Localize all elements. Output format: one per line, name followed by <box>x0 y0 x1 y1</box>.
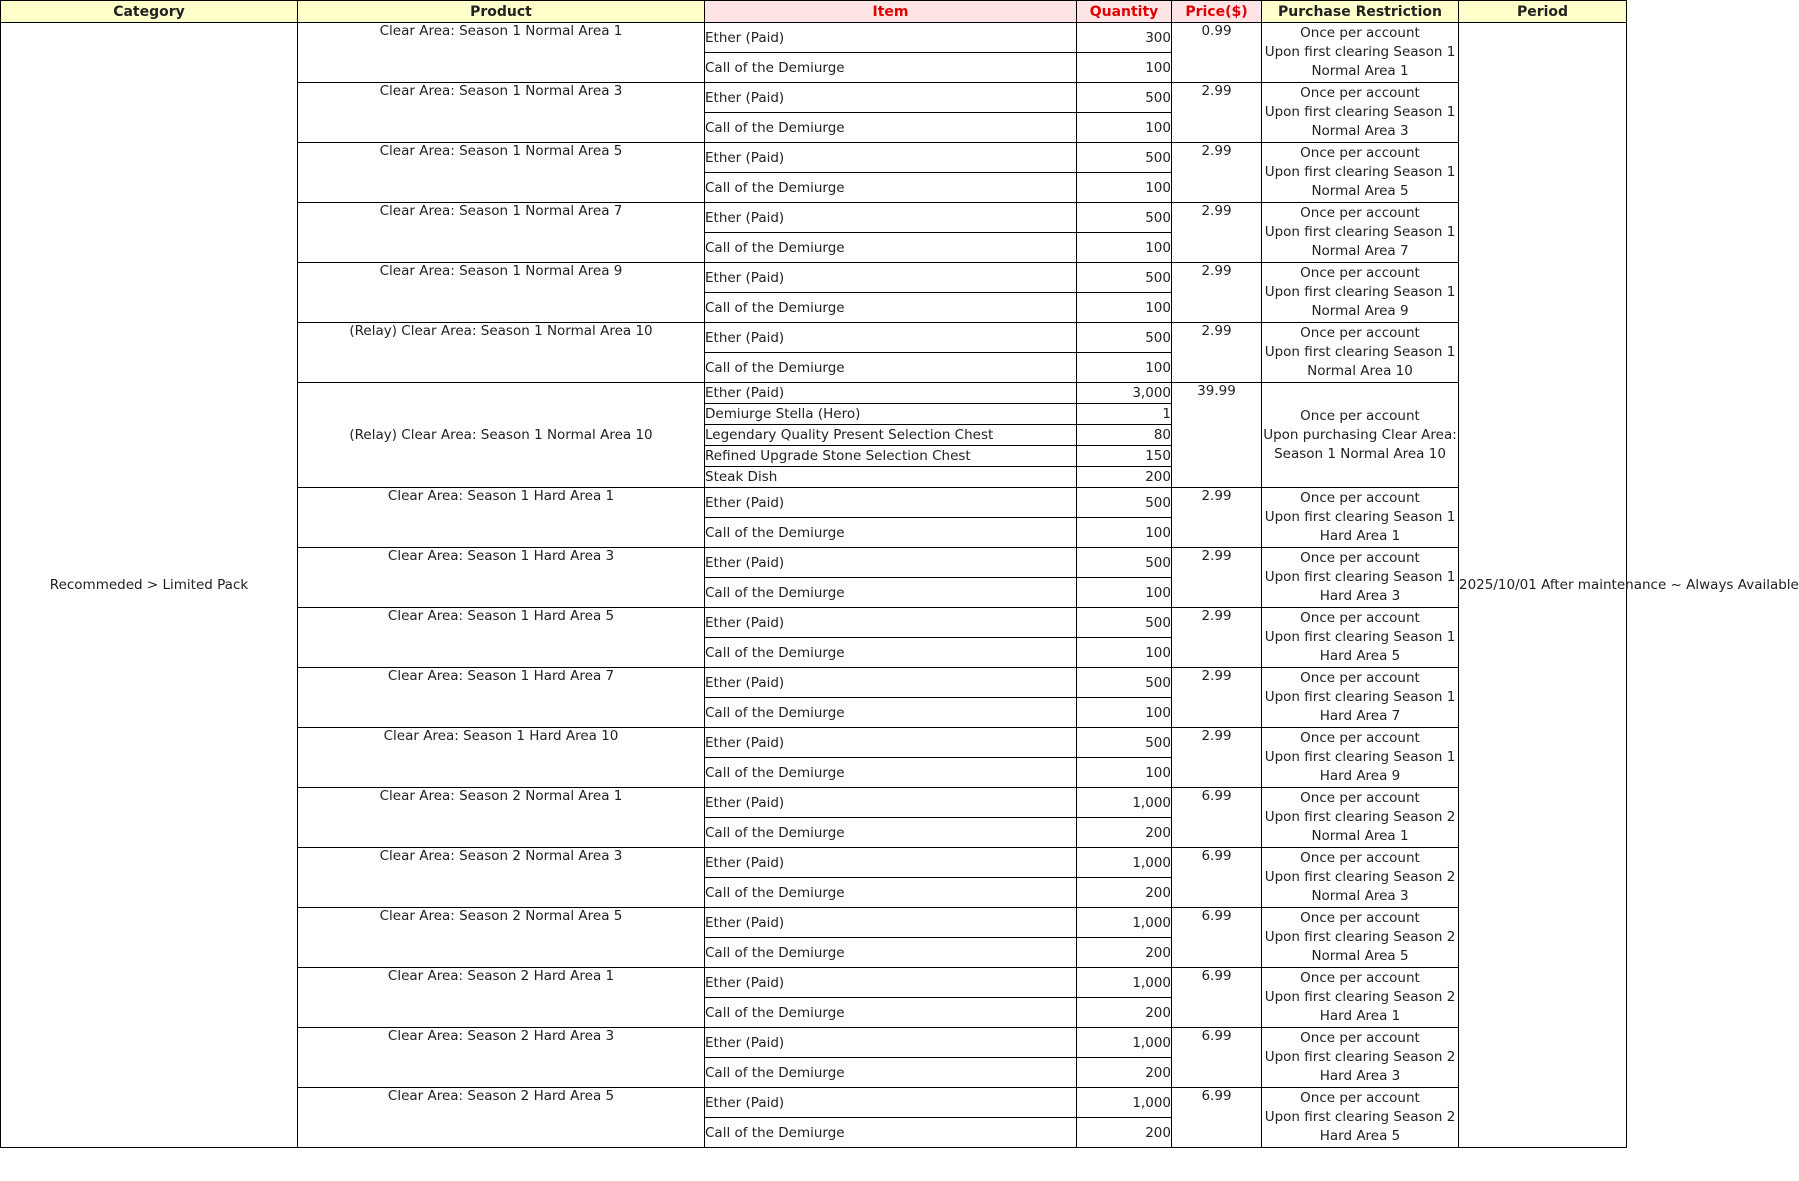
purchase-restriction-line: Hard Area 5 <box>1319 1128 1401 1144</box>
purchase-restriction-line: Upon first clearing Season 1 <box>1264 284 1456 300</box>
item-name-cell: Ether (Paid) <box>705 383 1077 404</box>
purchase-restriction-line: Once per account <box>1300 490 1420 506</box>
item-name-cell: Call of the Demiurge <box>705 1118 1077 1148</box>
purchase-restriction-line: Upon first clearing Season 1 <box>1264 224 1456 240</box>
purchase-restriction-cell <box>1262 1088 1459 1148</box>
item-name-cell: Call of the Demiurge <box>705 173 1077 203</box>
product-name-cell: Clear Area: Season 1 Hard Area 5 <box>298 608 705 668</box>
quantity-cell: 300 <box>1077 23 1172 53</box>
purchase-restriction-line: Normal Area 5 <box>1311 183 1409 199</box>
purchase-restriction-line: Once per account <box>1300 670 1420 686</box>
purchase-restriction-cell <box>1262 968 1459 1028</box>
quantity-cell: 100 <box>1077 353 1172 383</box>
product-name-cell: (Relay) Clear Area: Season 1 Normal Area 10 <box>298 323 705 383</box>
price-cell: 2.99 <box>1172 203 1262 263</box>
purchase-restriction-line: Upon first clearing Season 1 <box>1264 509 1456 525</box>
item-name-cell: Ether (Paid) <box>705 728 1077 758</box>
item-name-cell: Steak Dish <box>705 467 1077 488</box>
price-cell: 0.99 <box>1172 23 1262 83</box>
price-cell: 2.99 <box>1172 608 1262 668</box>
purchase-restriction-cell <box>1262 263 1459 323</box>
product-name-cell: Clear Area: Season 1 Normal Area 9 <box>298 263 705 323</box>
price-cell: 6.99 <box>1172 968 1262 1028</box>
purchase-restriction-line: Upon first clearing Season 2 <box>1264 1049 1456 1065</box>
purchase-restriction-cell <box>1262 203 1459 263</box>
purchase-restriction-line: Once per account <box>1300 325 1420 341</box>
purchase-restriction-cell <box>1262 83 1459 143</box>
quantity-cell: 100 <box>1077 758 1172 788</box>
purchase-restriction-line: Once per account <box>1300 910 1420 926</box>
purchase-restriction-line: Upon first clearing Season 1 <box>1264 164 1456 180</box>
purchase-restriction-cell <box>1262 1028 1459 1088</box>
product-name-cell: Clear Area: Season 2 Normal Area 5 <box>298 908 705 968</box>
purchase-restriction-line: Hard Area 1 <box>1319 528 1401 544</box>
item-name-cell: Ether (Paid) <box>705 323 1077 353</box>
purchase-restriction-line: Hard Area 3 <box>1319 588 1401 604</box>
table-row <box>1 23 1627 53</box>
price-cell: 2.99 <box>1172 263 1262 323</box>
purchase-restriction-cell <box>1262 848 1459 908</box>
quantity-cell: 1 <box>1077 404 1172 425</box>
purchase-restriction-line: Normal Area 1 <box>1311 828 1409 844</box>
item-name-cell: Call of the Demiurge <box>705 998 1077 1028</box>
purchase-restriction-line: Upon first clearing Season 1 <box>1264 104 1456 120</box>
purchase-restriction-cell <box>1262 548 1459 608</box>
item-name-cell: Ether (Paid) <box>705 788 1077 818</box>
purchase-restriction-line: Once per account <box>1300 145 1420 161</box>
price-cell: 2.99 <box>1172 143 1262 203</box>
price-cell: 2.99 <box>1172 548 1262 608</box>
item-name-cell: Ether (Paid) <box>705 848 1077 878</box>
product-name-cell: Clear Area: Season 1 Hard Area 1 <box>298 488 705 548</box>
product-name-cell: Clear Area: Season 2 Hard Area 5 <box>298 1088 705 1148</box>
purchase-restriction-line: Normal Area 1 <box>1311 63 1409 79</box>
purchase-restriction-cell <box>1262 608 1459 668</box>
purchase-restriction-cell <box>1262 23 1459 83</box>
purchase-restriction-line: Once per account <box>1300 85 1420 101</box>
quantity-cell: 500 <box>1077 548 1172 578</box>
purchase-restriction-line: Normal Area 10 <box>1307 363 1413 379</box>
purchase-restriction-cell <box>1262 383 1459 488</box>
quantity-cell: 100 <box>1077 173 1172 203</box>
purchase-restriction-line: Hard Area 9 <box>1319 768 1401 784</box>
item-name-cell: Ether (Paid) <box>705 23 1077 53</box>
product-name-cell: Clear Area: Season 1 Hard Area 3 <box>298 548 705 608</box>
item-name-cell: Refined Upgrade Stone Selection Chest <box>705 446 1077 467</box>
purchase-restriction-line: Once per account <box>1300 730 1420 746</box>
item-name-cell: Ether (Paid) <box>705 263 1077 293</box>
item-name-cell: Call of the Demiurge <box>705 938 1077 968</box>
product-name-cell: Clear Area: Season 1 Normal Area 3 <box>298 83 705 143</box>
item-name-cell: Ether (Paid) <box>705 488 1077 518</box>
item-name-cell: Demiurge Stella (Hero) <box>705 404 1077 425</box>
header-purchase-restriction: Purchase Restriction <box>1262 1 1459 23</box>
purchase-restriction-cell <box>1262 908 1459 968</box>
quantity-cell: 500 <box>1077 323 1172 353</box>
purchase-restriction-line: Once per account <box>1300 1030 1420 1046</box>
quantity-cell: 1,000 <box>1077 1028 1172 1058</box>
purchase-restriction-cell <box>1262 143 1459 203</box>
purchase-restriction-line: Once per account <box>1300 265 1420 281</box>
purchase-restriction-line: Upon first clearing Season 2 <box>1264 869 1456 885</box>
item-name-cell: Call of the Demiurge <box>705 878 1077 908</box>
product-name-cell: Clear Area: Season 2 Hard Area 1 <box>298 968 705 1028</box>
item-name-cell: Ether (Paid) <box>705 1088 1077 1118</box>
quantity-cell: 200 <box>1077 938 1172 968</box>
item-name-cell: Legendary Quality Present Selection Chest <box>705 425 1077 446</box>
purchase-restriction-cell <box>1262 728 1459 788</box>
price-cell: 6.99 <box>1172 848 1262 908</box>
purchase-restriction-line: Once per account <box>1300 970 1420 986</box>
purchase-restriction-line: Once per account <box>1300 610 1420 626</box>
price-cell: 2.99 <box>1172 488 1262 548</box>
table-body <box>1 23 1799 1148</box>
purchase-restriction-line: Upon first clearing Season 2 <box>1264 989 1456 1005</box>
header-row <box>1 1 1627 23</box>
product-name-cell: Clear Area: Season 1 Normal Area 7 <box>298 203 705 263</box>
product-name-cell: Clear Area: Season 2 Hard Area 3 <box>298 1028 705 1088</box>
purchase-restriction-line: Upon first clearing Season 1 <box>1264 569 1456 585</box>
quantity-cell: 1,000 <box>1077 1088 1172 1118</box>
purchase-restriction-line: Once per account <box>1300 550 1420 566</box>
product-name-cell: (Relay) Clear Area: Season 1 Normal Area 10 <box>298 383 705 488</box>
price-cell: 2.99 <box>1172 728 1262 788</box>
purchase-restriction-line: Upon first clearing Season 1 <box>1264 749 1456 765</box>
quantity-cell: 100 <box>1077 53 1172 83</box>
header-period: Period <box>1459 1 1627 23</box>
product-name-cell: Clear Area: Season 1 Normal Area 5 <box>298 143 705 203</box>
product-name-cell: Clear Area: Season 2 Normal Area 1 <box>298 788 705 848</box>
purchase-restriction-line: Normal Area 3 <box>1311 123 1409 139</box>
price-cell: 39.99 <box>1172 383 1262 488</box>
price-cell: 6.99 <box>1172 788 1262 848</box>
item-name-cell: Call of the Demiurge <box>705 293 1077 323</box>
quantity-cell: 500 <box>1077 83 1172 113</box>
quantity-cell: 200 <box>1077 998 1172 1028</box>
quantity-cell: 500 <box>1077 728 1172 758</box>
item-name-cell: Call of the Demiurge <box>705 578 1077 608</box>
quantity-cell: 100 <box>1077 233 1172 263</box>
item-name-cell: Ether (Paid) <box>705 83 1077 113</box>
quantity-cell: 100 <box>1077 518 1172 548</box>
price-cell: 6.99 <box>1172 908 1262 968</box>
purchase-restriction-line: Once per account <box>1300 407 1420 424</box>
header-price: Price($) <box>1172 1 1262 23</box>
item-name-cell: Ether (Paid) <box>705 548 1077 578</box>
quantity-cell: 200 <box>1077 1058 1172 1088</box>
item-name-cell: Call of the Demiurge <box>705 638 1077 668</box>
quantity-cell: 200 <box>1077 467 1172 488</box>
purchase-restriction-line: Upon first clearing Season 2 <box>1264 1109 1456 1125</box>
item-name-cell: Call of the Demiurge <box>705 818 1077 848</box>
purchase-restriction-line: Normal Area 9 <box>1311 303 1409 319</box>
purchase-restriction-line: Upon first clearing Season 1 <box>1264 689 1456 705</box>
purchase-restriction-line: Season 1 Normal Area 10 <box>1274 445 1446 462</box>
price-cell: 6.99 <box>1172 1028 1262 1088</box>
item-name-cell: Call of the Demiurge <box>705 233 1077 263</box>
product-name-cell: Clear Area: Season 1 Normal Area 1 <box>298 23 705 83</box>
purchase-restriction-line: Once per account <box>1300 1090 1420 1106</box>
quantity-cell: 1,000 <box>1077 968 1172 998</box>
header-product: Product <box>298 1 705 23</box>
quantity-cell: 1,000 <box>1077 848 1172 878</box>
category-cell: Recommeded > Limited Pack <box>1 23 298 1148</box>
purchase-restriction-line: Once per account <box>1300 25 1420 41</box>
quantity-cell: 500 <box>1077 668 1172 698</box>
purchase-restriction-line: Upon first clearing Season 2 <box>1264 929 1456 945</box>
quantity-cell: 100 <box>1077 113 1172 143</box>
purchase-restriction-line: Hard Area 1 <box>1319 1008 1401 1024</box>
quantity-cell: 100 <box>1077 578 1172 608</box>
item-name-cell: Call of the Demiurge <box>705 518 1077 548</box>
quantity-cell: 100 <box>1077 698 1172 728</box>
period-cell: 2025/10/01 After maintenance ~ Always Available <box>1459 23 1627 1148</box>
header-quantity: Quantity <box>1077 1 1172 23</box>
item-name-cell: Call of the Demiurge <box>705 1058 1077 1088</box>
product-name-cell: Clear Area: Season 2 Normal Area 3 <box>298 848 705 908</box>
purchase-restriction-line: Once per account <box>1300 850 1420 866</box>
price-cell: 2.99 <box>1172 323 1262 383</box>
quantity-cell: 500 <box>1077 263 1172 293</box>
purchase-restriction-line: Upon purchasing Clear Area: <box>1263 426 1457 443</box>
purchase-restriction-cell <box>1262 668 1459 728</box>
purchase-restriction-line: Upon first clearing Season 1 <box>1264 629 1456 645</box>
purchase-restriction-line: Hard Area 7 <box>1319 708 1401 724</box>
header-item: Item <box>705 1 1077 23</box>
product-name-cell: Clear Area: Season 1 Hard Area 7 <box>298 668 705 728</box>
purchase-restriction-line: Upon first clearing Season 1 <box>1264 344 1456 360</box>
price-cell: 2.99 <box>1172 83 1262 143</box>
purchase-restriction-line: Normal Area 5 <box>1311 948 1409 964</box>
purchase-restriction-line: Normal Area 3 <box>1311 888 1409 904</box>
purchase-restriction-line: Hard Area 3 <box>1319 1068 1401 1084</box>
quantity-cell: 100 <box>1077 638 1172 668</box>
item-name-cell: Call of the Demiurge <box>705 353 1077 383</box>
item-name-cell: Ether (Paid) <box>705 608 1077 638</box>
item-name-cell: Call of the Demiurge <box>705 758 1077 788</box>
product-name-cell: Clear Area: Season 1 Hard Area 10 <box>298 728 705 788</box>
quantity-cell: 500 <box>1077 488 1172 518</box>
item-name-cell: Ether (Paid) <box>705 908 1077 938</box>
quantity-cell: 100 <box>1077 293 1172 323</box>
header-category: Category <box>1 1 298 23</box>
quantity-cell: 200 <box>1077 818 1172 848</box>
purchase-restriction-line: Normal Area 7 <box>1311 243 1409 259</box>
price-cell: 6.99 <box>1172 1088 1262 1148</box>
item-name-cell: Ether (Paid) <box>705 203 1077 233</box>
item-name-cell: Call of the Demiurge <box>705 698 1077 728</box>
quantity-cell: 1,000 <box>1077 788 1172 818</box>
purchase-restriction-cell <box>1262 488 1459 548</box>
quantity-cell: 200 <box>1077 1118 1172 1148</box>
item-name-cell: Call of the Demiurge <box>705 53 1077 83</box>
item-name-cell: Call of the Demiurge <box>705 113 1077 143</box>
item-name-cell: Ether (Paid) <box>705 968 1077 998</box>
item-name-cell: Ether (Paid) <box>705 668 1077 698</box>
quantity-cell: 3,000 <box>1077 383 1172 404</box>
purchase-restriction-line: Upon first clearing Season 1 <box>1264 44 1456 60</box>
quantity-cell: 150 <box>1077 446 1172 467</box>
purchase-restriction-cell <box>1262 323 1459 383</box>
quantity-cell: 500 <box>1077 203 1172 233</box>
purchase-restriction-line: Once per account <box>1300 790 1420 806</box>
price-cell: 2.99 <box>1172 668 1262 728</box>
purchase-restriction-line: Hard Area 5 <box>1319 648 1401 664</box>
purchase-restriction-line: Once per account <box>1300 205 1420 221</box>
purchase-restriction-cell <box>1262 788 1459 848</box>
quantity-cell: 500 <box>1077 608 1172 638</box>
purchase-restriction-line: Upon first clearing Season 2 <box>1264 809 1456 825</box>
quantity-cell: 500 <box>1077 143 1172 173</box>
quantity-cell: 80 <box>1077 425 1172 446</box>
quantity-cell: 200 <box>1077 878 1172 908</box>
item-name-cell: Ether (Paid) <box>705 1028 1077 1058</box>
item-name-cell: Ether (Paid) <box>705 143 1077 173</box>
quantity-cell: 1,000 <box>1077 908 1172 938</box>
